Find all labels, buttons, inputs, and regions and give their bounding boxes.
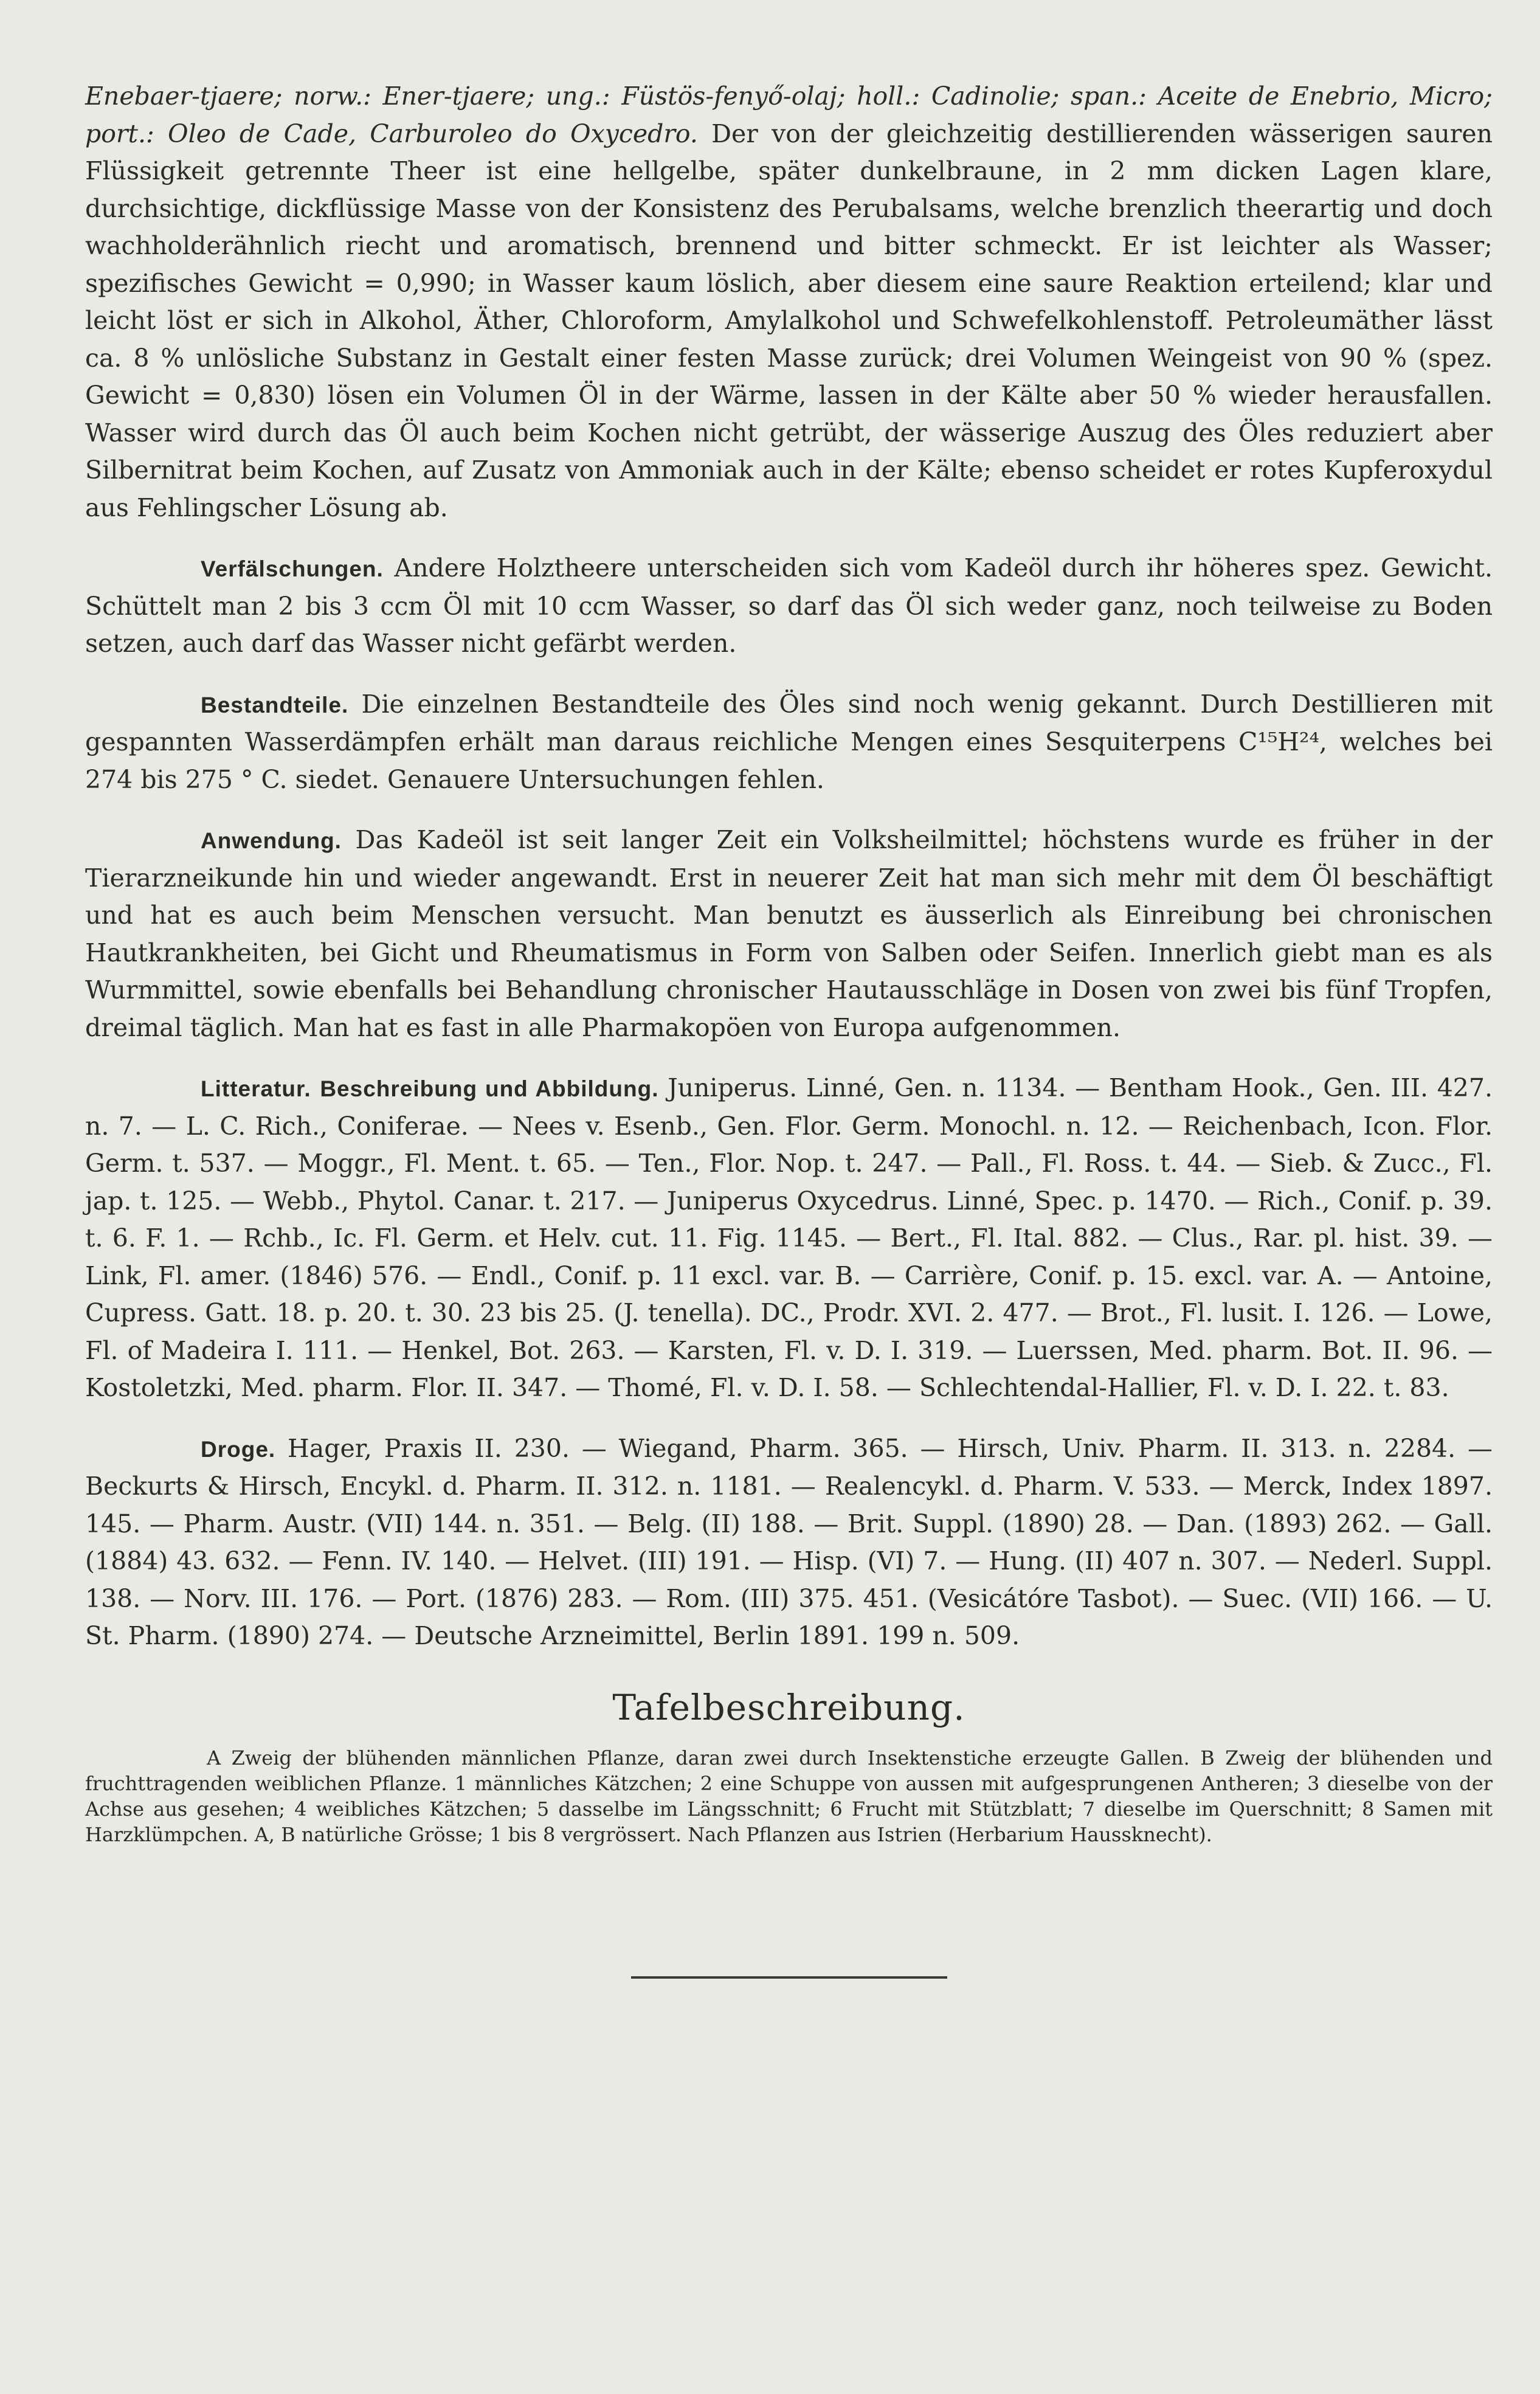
- section-litteratur: [85, 1070, 1493, 1407]
- section-text-bestandteile: Die einzelnen Bestandteile des Öles sind noch wenig gekannt. Durch Destillieren mit gespannten Wasserdämpfen erhält man daraus reichliche Mengen eines Sesquiterpens C¹⁵H²⁴, welches bei 274 bis 275 ° C. siedet. Genauere Untersuchungen fehlen.: [85, 689, 1493, 794]
- section-anwendung: [85, 822, 1493, 1047]
- plate-description-title: Tafelbeschreibung.: [612, 1686, 965, 1728]
- section-subheading-litteratur: Beschreibung und Abbildung.: [320, 1076, 659, 1101]
- section-text-verfaelschungen: Andere Holztheere unterscheiden sich vom Kadeöl durch ihr höheres spez. Gewicht. Schüttelt man 2 bis 3 ccm Öl mit 10 ccm Wasser, so darf das Öl sich weder ganz, noch teilweise zu Boden setzen, auch darf das Wasser nicht gefärbt werden.: [85, 553, 1493, 658]
- description-text: Der von der gleichzeitig destillierenden wässerigen sauren Flüssigkeit getrennte Theer ist eine hellgelbe, später dunkelbraune, in 2 mm dicken Lagen klare, durchsichtige, dickflüssige Masse von der Konsistenz des Perubalsams, welche brenzlich theerartig und doch wachholderähnlich riecht und aromatisch, brennend und bitter schmeckt. Er ist leichter als Wasser; spezifisches Gewicht = 0,990; in Wasser kaum löslich, aber diesem eine saure Reaktion erteilend; klar und leicht löst er sich in Alkohol, Äther, Chloroform, Amylalkohol und Schwefelkohlenstoff. Petroleumäther lässt ca. 8 % unlösliche Substanz in Gestalt einer festen Masse zurück; drei Volumen Weingeist von 90 % (spez. Gewicht = 0,830) lösen ein Volumen Öl in der Wärme, lassen in der Kälte aber 50 % wieder herausfallen. Wasser wird durch das Öl auch beim Kochen nicht getrübt, der wässerige Auszug des Öles reduziert aber Silbernitrat beim Kochen, auf Zusatz von Ammoniak auch in der Kälte; ebenso scheidet er rotes Kupferoxydul aus Fehlingscher Lösung ab.: [85, 119, 1493, 522]
- section-heading-bestandteile: Bestandteile.: [201, 692, 349, 718]
- section-heading-verfaelschungen: Verfälschungen.: [201, 556, 384, 581]
- section-heading-droge: Droge.: [201, 1436, 276, 1462]
- closing-rule: [631, 1976, 947, 1979]
- section-text-litteratur: Juniperus. Linné, Gen. n. 1134. — Bentham Hook., Gen. III. 427. n. 7. — L. C. Rich., Coniferae. — Nees v. Esenb., Gen. Flor. Germ. Monochl. n. 12. — Reichenbach, Icon. Flor. Germ. t. 537. — Moggr., Fl. Ment. t. 65. — Ten., Flor. Nop. t. 247. — Pall., Fl. Ross. t. 44. — Sieb. & Zucc., Fl. jap. t. 125. — Webb., Phytol. Canar. t. 217. — Juniperus Oxycedrus. Linné, Spec. p. 1470. — Rich., Conif. p. 39. t. 6. F. 1. — Rchb., Ic. Fl. Germ. et Helv. cut. 11. Fig. 1145. — Bert., Fl. Ital. 882. — Clus., Rar. pl. hist. 39. — Link, Fl. amer. (1846) 576. — Endl., Conif. p. 11 excl. var. B. — Carrière, Conif. p. 15. excl. var. A. — Antoine, Cupress. Gatt. 18. p. 20. t. 30. 23 bis 25. (J. tenella). DC., Prodr. XVI. 2. 477. — Brot., Fl. lusit. I. 126. — Lowe, Fl. of Madeira I. 111. — Henkel, Bot. 263. — Karsten, Fl. v. D. I. 319. — Luerssen, Med. pharm. Bot. II. 96. — Kostoletzki, Med. pharm. Flor. II. 347. — Thomé, Fl. v. D. I. 58. — Schlechtendal-Hallier, Fl. v. D. I. 22. t. 83.: [85, 1073, 1493, 1402]
- section-text-droge: Hager, Praxis II. 230. — Wiegand, Pharm. 365. — Hirsch, Univ. Pharm. II. 313. n. 2284. — Beckurts & Hirsch, Encykl. d. Pharm. II. 312. n. 1181. — Realencykl. d. Pharm. V. 533. — Merck, Index 1897. 145. — Pharm. Austr. (VII) 144. n. 351. — Belg. (II) 188. — Brit. Suppl. (1890) 28. — Dan. (1893) 262. — Gall. (1884) 43. 632. — Fenn. IV. 140. — Helvet. (III) 191. — Hisp. (VI) 7. — Hung. (II) 407 n. 307. — Nederl. Suppl. 138. — Norv. III. 176. — Port. (1876) 283. — Rom. (III) 375. 451. (Vesicátóre Tasbot). — Suec. (VII) 166. — U. St. Pharm. (1890) 274. — Deutsche Arzneimittel, Berlin 1891. 199 n. 509.: [85, 1433, 1493, 1650]
- plate-description-text: A Zweig der blühenden männlichen Pflanze, daran zwei durch Insektenstiche erzeugte Gallen. B Zweig der blühenden und fruchttragenden weiblichen Pflanze. 1 männliches Kätzchen; 2 eine Schuppe von aussen mit aufgesprungenen Antheren; 3 dieselbe von der Achse aus gesehen; 4 weibliches Kätzchen; 5 dasselbe im Längsschnitt; 6 Frucht mit Stützblatt; 7 dieselbe im Querschnitt; 8 Samen mit Harzklümpchen. A, B natürliche Grösse; 1 bis 8 vergrössert. Nach Pflanzen aus Istrien (Herbarium Haussknecht).: [85, 1746, 1493, 1846]
- intro-paragraph: [85, 78, 1493, 527]
- section-heading-anwendung: Anwendung.: [201, 828, 342, 853]
- section-droge: [85, 1430, 1493, 1655]
- synonyms-text: Enebaer-tjaere; norw.: Ener-tjaere; ung.: Füstös-fenyő-olaj; holl.: Cadinolie; span.: Aceite de Enebrio, Micro; port.: Oleo de Cade, Carburoleo do Oxycedro.: [85, 81, 1493, 148]
- section-text-anwendung: Das Kadeöl ist seit langer Zeit ein Volksheilmittel; höchstens wurde es früher in der Tierarzneikunde hin und wieder angewandt. Erst in neuerer Zeit hat man sich mehr mit dem Öl beschäftigt und hat es auch beim Menschen versucht. Man benutzt es äusserlich als Einreibung bei chronischen Hautkrankheiten, bei Gicht und Rheumatismus in Form von Salben oder Seifen. Innerlich giebt man es als Wurmmittel, sowie ebenfalls bei Behandlung chronischer Hautausschläge in Dosen von zwei bis fünf Tropfen, dreimal täglich. Man hat es fast in alle Pharmakopöen von Europa aufgenommen.: [85, 825, 1493, 1042]
- section-verfaelschungen: [85, 550, 1493, 663]
- section-heading-litteratur: Litteratur.: [201, 1076, 311, 1101]
- section-bestandteile: [85, 686, 1493, 799]
